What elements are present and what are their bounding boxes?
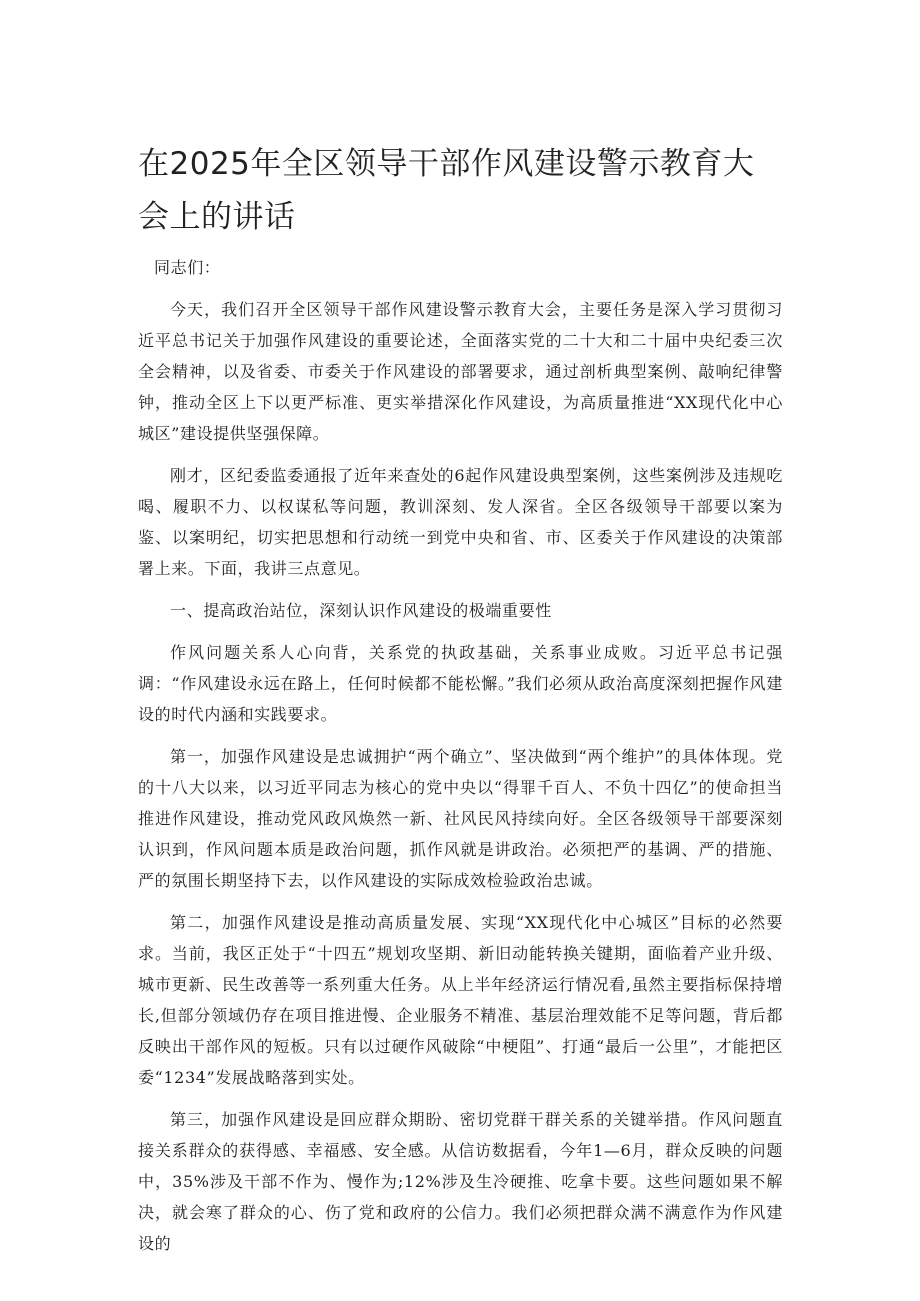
document-title: 在2025年全区领导干部作风建设警示教育大会上的讲话: [138, 146, 755, 235]
paragraph-point-1: 第一，加强作风建设是忠诚拥护“两个确立”、坚决做到“两个维护”的具体体现。党的十八大以来，以习近平同志为核心的党中央以“得罪千百人、不负十四亿”的使命担当推进作风建设，推动党风政风焕然一新、社风民风持续向好。全区各级领导干部要深刻认识到，作风问题本质是政治问题，抓作风就是讲政治。必须把严的基调、严的措施、严的氛围长期坚持下去，以作风建设的实际成效检验政治忠诚。: [138, 747, 783, 890]
salutation: 同志们：: [154, 258, 221, 277]
section-heading-1: 一、提高政治站位，深刻认识作风建设的极端重要性: [170, 601, 552, 620]
paragraph-intro: 今天，我们召开全区领导干部作风建设警示教育大会，主要任务是深入学习贯彻习近平总书记关于加强作风建设的重要论述，全面落实党的二十大和二十届中央纪委三次全会精神，以及省委、市委关于作风建设的部署要求，通过剖析典型案例、敲响纪律警钟，推动全区上下以更严标准、更实举措深化作风建设，为高质量推进“XX现代化中心城区”建设提供坚强保障。: [138, 300, 783, 443]
paragraph-case-briefing: 刚才，区纪委监委通报了近年来查处的6起作风建设典型案例，这些案例涉及违规吃喝、履职不力、以权谋私等问题，教训深刻、发人深省。全区各级领导干部要以案为鉴、以案明纪，切实把思想和行动统一到党中央和省、市、区委关于作风建设的决策部署上来。下面，我讲三点意见。: [138, 466, 783, 578]
paragraph-point-3: 第三，加强作风建设是回应群众期盼、密切党群干群关系的关键举措。作风问题直接关系群众的获得感、幸福感、安全感。从信访数据看，今年1—6月，群众反映的问题中，35%涉及干部不作为、慢作为;12%涉及生冷硬推、吃拿卡要。这些问题如果不解决，就会寒了群众的心、伤了党和政府的公信力。我们必须把群众满不满意作为作风建设的: [138, 1110, 783, 1253]
paragraph-point-2: 第二，加强作风建设是推动高质量发展、实现“XX现代化中心城区”目标的必然要求。当前，我区正处于“十四五”规划攻坚期、新旧动能转换关键期，面临着产业升级、城市更新、民生改善等一系列重大任务。从上半年经济运行情况看,虽然主要指标保持增长,但部分领域仍存在项目推进慢、企业服务不精准、基层治理效能不足等问题，背后都反映出干部作风的短板。只有以过硬作风破除“中梗阻”、打通“最后一公里”，才能把区委“1234”发展战略落到实处。: [138, 913, 783, 1087]
document-body: [138, 252, 783, 1270]
paragraph-section-1-intro: 作风问题关系人心向背，关系党的执政基础，关系事业成败。习近平总书记强调：“作风建设永远在路上，任何时候都不能松懈。”我们必须从政治高度深刻把握作风建设的时代内涵和实践要求。: [138, 643, 783, 724]
